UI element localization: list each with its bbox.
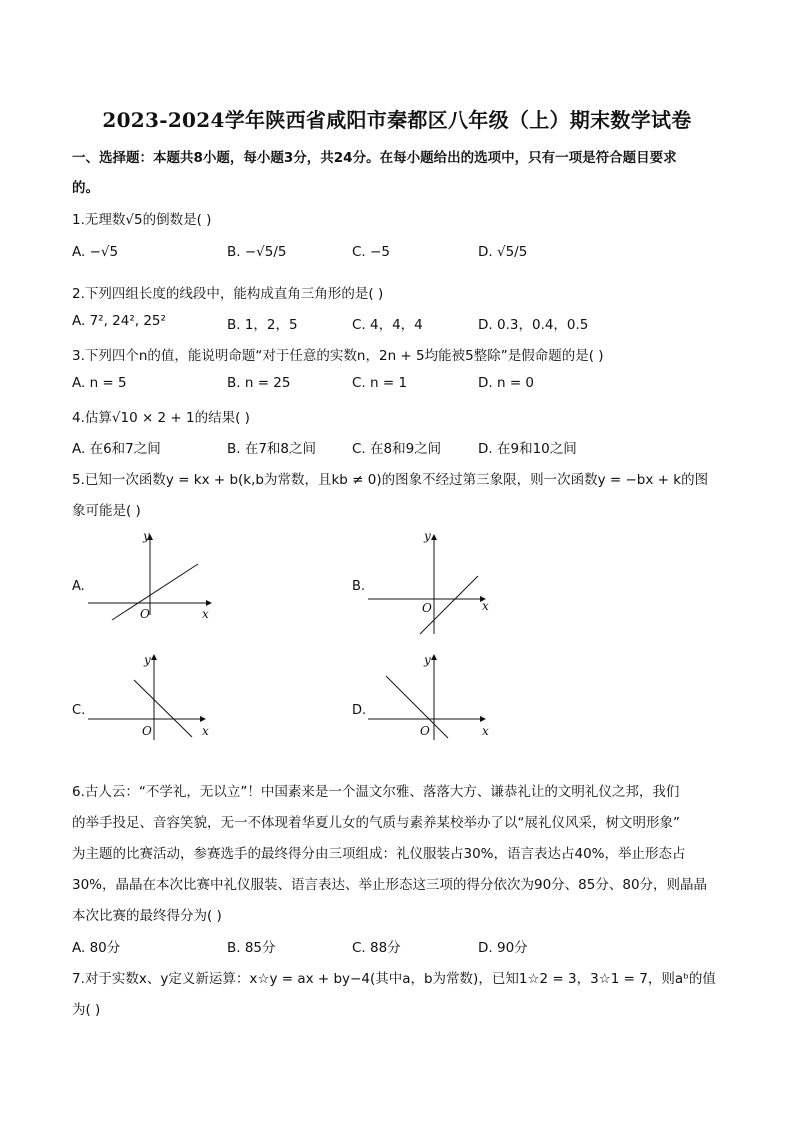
question-6-stem-2: 的举手投足、音容笑貌，无一不体现着华夏儿女的气质与素养某校举办了以“展礼仪风采，树文明形象” <box>72 815 680 831</box>
question-6-stem-3: 为主题的比赛活动，参赛选手的最终得分由三项组成：礼仪服装占30%，语言表达占40%，举止形态占 <box>72 846 686 862</box>
graph-b <box>368 530 498 640</box>
x-axis-label: x <box>202 724 209 738</box>
x-axis-label: x <box>482 724 489 738</box>
question-7-stem-cont: 为( ) <box>72 1002 101 1018</box>
option-b: B. 1，2，5 <box>227 317 298 333</box>
y-axis-label: y <box>424 529 431 543</box>
graph-d <box>368 650 498 745</box>
question-3-stem: 3.下列四个n的值，能说明命题“对于任意的实数n，2n + 5均能被5整除”是假命题的是( ) <box>72 348 604 364</box>
origin-label: O <box>422 601 432 615</box>
option-b: B. 在7和8之间 <box>227 441 317 457</box>
graph-c-label: C. <box>72 703 86 718</box>
graph-a <box>88 530 218 620</box>
question-5-stem: 5.已知一次函数y = kx + b(k,b为常数，且kb ≠ 0)的图象不经过第三象限，则一次函数y = −bx + k的图 <box>72 472 709 488</box>
section-heading-cont: 的。 <box>72 180 99 196</box>
y-axis-label: y <box>424 653 431 667</box>
question-2-stem: 2.下列四组长度的线段中，能构成直角三角形的是( ) <box>72 286 384 302</box>
question-2-options <box>72 313 732 335</box>
option-d: D. √5/5 <box>478 244 528 260</box>
option-d: D. 0.3，0.4，0.5 <box>478 317 589 333</box>
origin-label: O <box>420 724 430 738</box>
question-4-options <box>72 437 732 459</box>
x-axis-label: x <box>202 607 209 621</box>
graph-d-label: D. <box>352 703 367 718</box>
option-d: D. 90分 <box>478 940 528 956</box>
question-1-stem: 1.无理数√5的倒数是( ) <box>72 212 212 228</box>
origin-label: O <box>142 724 152 738</box>
y-axis-label: y <box>143 529 150 543</box>
option-c: C. 88分 <box>352 940 401 956</box>
page-title: 2023-2024学年陕西省咸阳市秦都区八年级（上）期末数学试卷 <box>102 108 692 132</box>
question-1-options <box>72 244 732 266</box>
graph-a-label: A. <box>72 579 85 594</box>
question-6-stem-4: 30%，晶晶在本次比赛中礼仪服装、语言表达、举止形态这三项的得分依次为90分、85分、80分，则晶晶 <box>72 877 708 893</box>
question-6-options <box>72 936 732 958</box>
question-5-stem-cont: 象可能是( ) <box>72 503 141 519</box>
section-heading: 一、选择题：本题共8小题，每小题3分，共24分。在每小题给出的选项中，只有一项是符合题目要求 <box>72 150 677 166</box>
option-a: A. 7², 24², 25² <box>72 313 166 329</box>
origin-label: O <box>140 607 150 621</box>
question-4-stem: 4.估算√10 × 2 + 1的结果( ) <box>72 410 250 426</box>
question-7-stem: 7.对于实数x、y定义新运算：x☆y = ax + by−4(其中a，b为常数)，已知1☆2 = 3，3☆1 = 7，则aᵇ的值 <box>72 971 716 987</box>
option-c: C. 4，4，4 <box>352 317 423 333</box>
option-a: A. 80分 <box>72 940 121 956</box>
option-a: A. 在6和7之间 <box>72 441 161 457</box>
option-a: A. −√5 <box>72 244 119 260</box>
option-c: C. −5 <box>352 244 390 260</box>
option-b: B. −√5/5 <box>227 244 287 260</box>
question-3-options <box>72 375 732 397</box>
option-b: B. 85分 <box>227 940 276 956</box>
x-axis-label: x <box>482 599 489 613</box>
option-b: B. n = 25 <box>227 375 291 391</box>
option-c: C. 在8和9之间 <box>352 441 442 457</box>
y-axis-label: y <box>144 653 151 667</box>
option-d: D. n = 0 <box>478 375 535 391</box>
graph-c <box>88 650 218 745</box>
graph-b-label: B. <box>352 579 366 594</box>
option-c: C. n = 1 <box>352 375 408 391</box>
question-6-stem: 6.古人云：“不学礼，无以立”！中国素来是一个温文尔雅、落落大方、谦恭礼让的文明礼仪之邦，我们 <box>72 784 680 800</box>
option-a: A. n = 5 <box>72 375 127 391</box>
question-6-stem-5: 本次比赛的最终得分为( ) <box>72 908 222 924</box>
option-d: D. 在9和10之间 <box>478 441 577 457</box>
